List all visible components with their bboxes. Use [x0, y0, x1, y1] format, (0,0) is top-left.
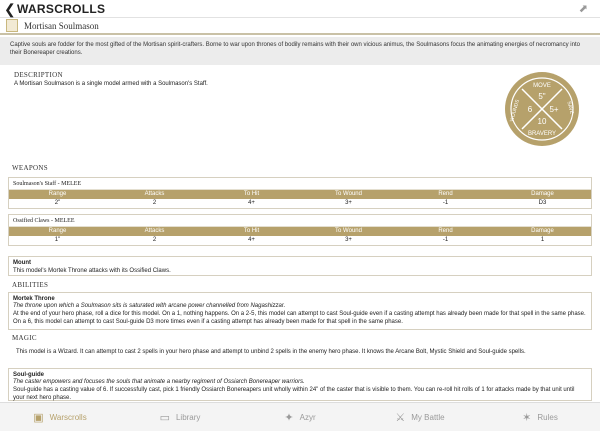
description-text: A Mortisan Soulmason is a single model armed with a Soulmason's Staff.	[14, 81, 208, 87]
to-wound-header: To Wound	[335, 228, 362, 234]
weapon-name: Ossified Claws - MELEE	[9, 215, 591, 227]
page-title: WARSCROLLS	[17, 2, 106, 16]
my-battle-icon: ⚔	[395, 411, 406, 424]
lore-text: Captive souls are fodder for the most gifted of the Mortisan spirit-crafters. Borne to war upon thrones of bodily remains with their own vicious animus, the Soulmasons focus the animating energies of necromancy into their Bonereaper creations.	[0, 37, 600, 65]
tab-warscrolls[interactable]	[0, 403, 120, 431]
rend-header: Rend	[438, 191, 453, 197]
chevron-left-icon[interactable]: ❮	[4, 1, 16, 17]
share-icon[interactable]: ⬈	[578, 3, 588, 15]
mount-card	[8, 256, 592, 276]
range-header: Range	[48, 228, 67, 234]
weapon-values-row	[9, 236, 591, 245]
abilities-title: ABILITIES	[12, 281, 49, 289]
unit-header	[0, 18, 600, 35]
attacks-value: 2	[152, 200, 157, 206]
range-value: 1"	[54, 237, 61, 243]
bravery-value: 10	[537, 117, 547, 126]
attacks-value: 2	[152, 237, 157, 243]
damage-value: D3	[538, 200, 547, 206]
description-section	[14, 71, 208, 87]
ability-card	[8, 292, 592, 330]
ability-title: Mortek Throne	[13, 296, 55, 302]
weapon-name: Soulmason's Staff - MELEE	[9, 178, 591, 190]
magic-text: This model is a Wizard. It can attempt to cast 2 spells in your hero phase and attempt to unbind 2 spells in the enemy hero phase. It knows the Arcane Bolt, Mystic Shield and Soul-guide spells.	[16, 349, 526, 355]
attacks-header: Attacks	[144, 191, 165, 197]
rules-icon: ✶	[522, 411, 532, 424]
weapon-header-row	[9, 190, 591, 199]
tab-label: Warscrolls	[49, 412, 87, 422]
tab-azyr[interactable]	[240, 403, 360, 431]
attacks-header: Attacks	[144, 228, 165, 234]
tab-label: Azyr	[299, 412, 316, 422]
bravery-label: BRAVERY	[527, 131, 557, 137]
tab-library[interactable]	[120, 403, 240, 431]
tab-label: Rules	[537, 412, 558, 422]
mount-title: Mount	[13, 260, 31, 266]
spell-card	[8, 368, 592, 401]
move-label: MOVE	[533, 83, 551, 89]
tab-bar	[0, 402, 600, 431]
range-value: 2"	[54, 200, 61, 206]
unit-name: Mortisan Soulmason	[24, 21, 99, 31]
weapon-values-row	[9, 199, 591, 208]
range-header: Range	[48, 191, 67, 197]
mount-text: This model's Mortek Throne attacks with its Ossified Claws.	[13, 268, 171, 274]
damage-header: Damage	[531, 228, 554, 234]
warscroll-icon: ▣	[33, 411, 44, 424]
spell-title: Soul-guide	[13, 372, 44, 378]
damage-value: 1	[540, 237, 545, 243]
save-value: 5+	[549, 105, 559, 114]
spell-text: Soul-guide has a casting value of 6. If successfully cast, pick 1 friendly Ossiarch Bonereapers unit wholly within 24" of the caster that is visible to them. You can re-roll hit rolls of 1 for attacks made by that unit until your next hero phase.	[13, 387, 575, 401]
azyr-icon: ✦	[284, 411, 294, 424]
wounds-label: WOUNDS	[509, 98, 521, 123]
tab-my-battle[interactable]	[360, 403, 480, 431]
tab-label: Library	[175, 412, 201, 422]
to-hit-header: To Hit	[243, 228, 260, 234]
magic-title: MAGIC	[12, 334, 37, 342]
to-hit-header: To Hit	[243, 191, 260, 197]
to-hit-value: 4+	[248, 237, 255, 243]
weapon-header-row	[9, 227, 591, 236]
top-bar	[0, 0, 600, 18]
wounds-value: 6	[527, 105, 533, 114]
to-wound-value: 3+	[345, 200, 352, 206]
unit-thumbnail	[6, 19, 18, 32]
rend-value: -1	[442, 200, 449, 206]
description-title: DESCRIPTION	[14, 71, 63, 79]
to-wound-value: 3+	[345, 237, 352, 243]
weapon-table	[8, 214, 592, 246]
to-wound-header: To Wound	[335, 191, 362, 197]
tab-label: My Battle	[411, 412, 445, 422]
spell-flavor: The caster empowers and focuses the souls that animate a nearby regiment of Ossiarch Bonereaper warriors.	[13, 379, 305, 385]
damage-header: Damage	[531, 191, 554, 197]
rend-value: -1	[442, 237, 449, 243]
save-label: SAVE	[565, 100, 575, 115]
library-icon: ▭	[159, 411, 170, 424]
weapons-title: WEAPONS	[12, 164, 48, 172]
ability-flavor: The throne upon which a Soulmason sits is saturated with arcane power channelled from Nagashizzar.	[13, 303, 286, 309]
characteristics-badge	[504, 71, 580, 147]
to-hit-value: 4+	[248, 200, 255, 206]
weapon-table	[8, 177, 592, 209]
ability-text: At the end of your hero phase, roll a dice for this model. On a 1, nothing happens. On a 2-5, this model can attempt to cast Soul-guide even if a casting attempt has already been made for that spell in the same phase. On a 6, this model can attempt to cast Soul-guide D3 more times even if a casting attempt has already been made for that spell in the same phase.	[13, 311, 586, 325]
move-value: 5"	[538, 92, 546, 101]
rend-header: Rend	[438, 228, 453, 234]
tab-rules[interactable]	[480, 403, 600, 431]
